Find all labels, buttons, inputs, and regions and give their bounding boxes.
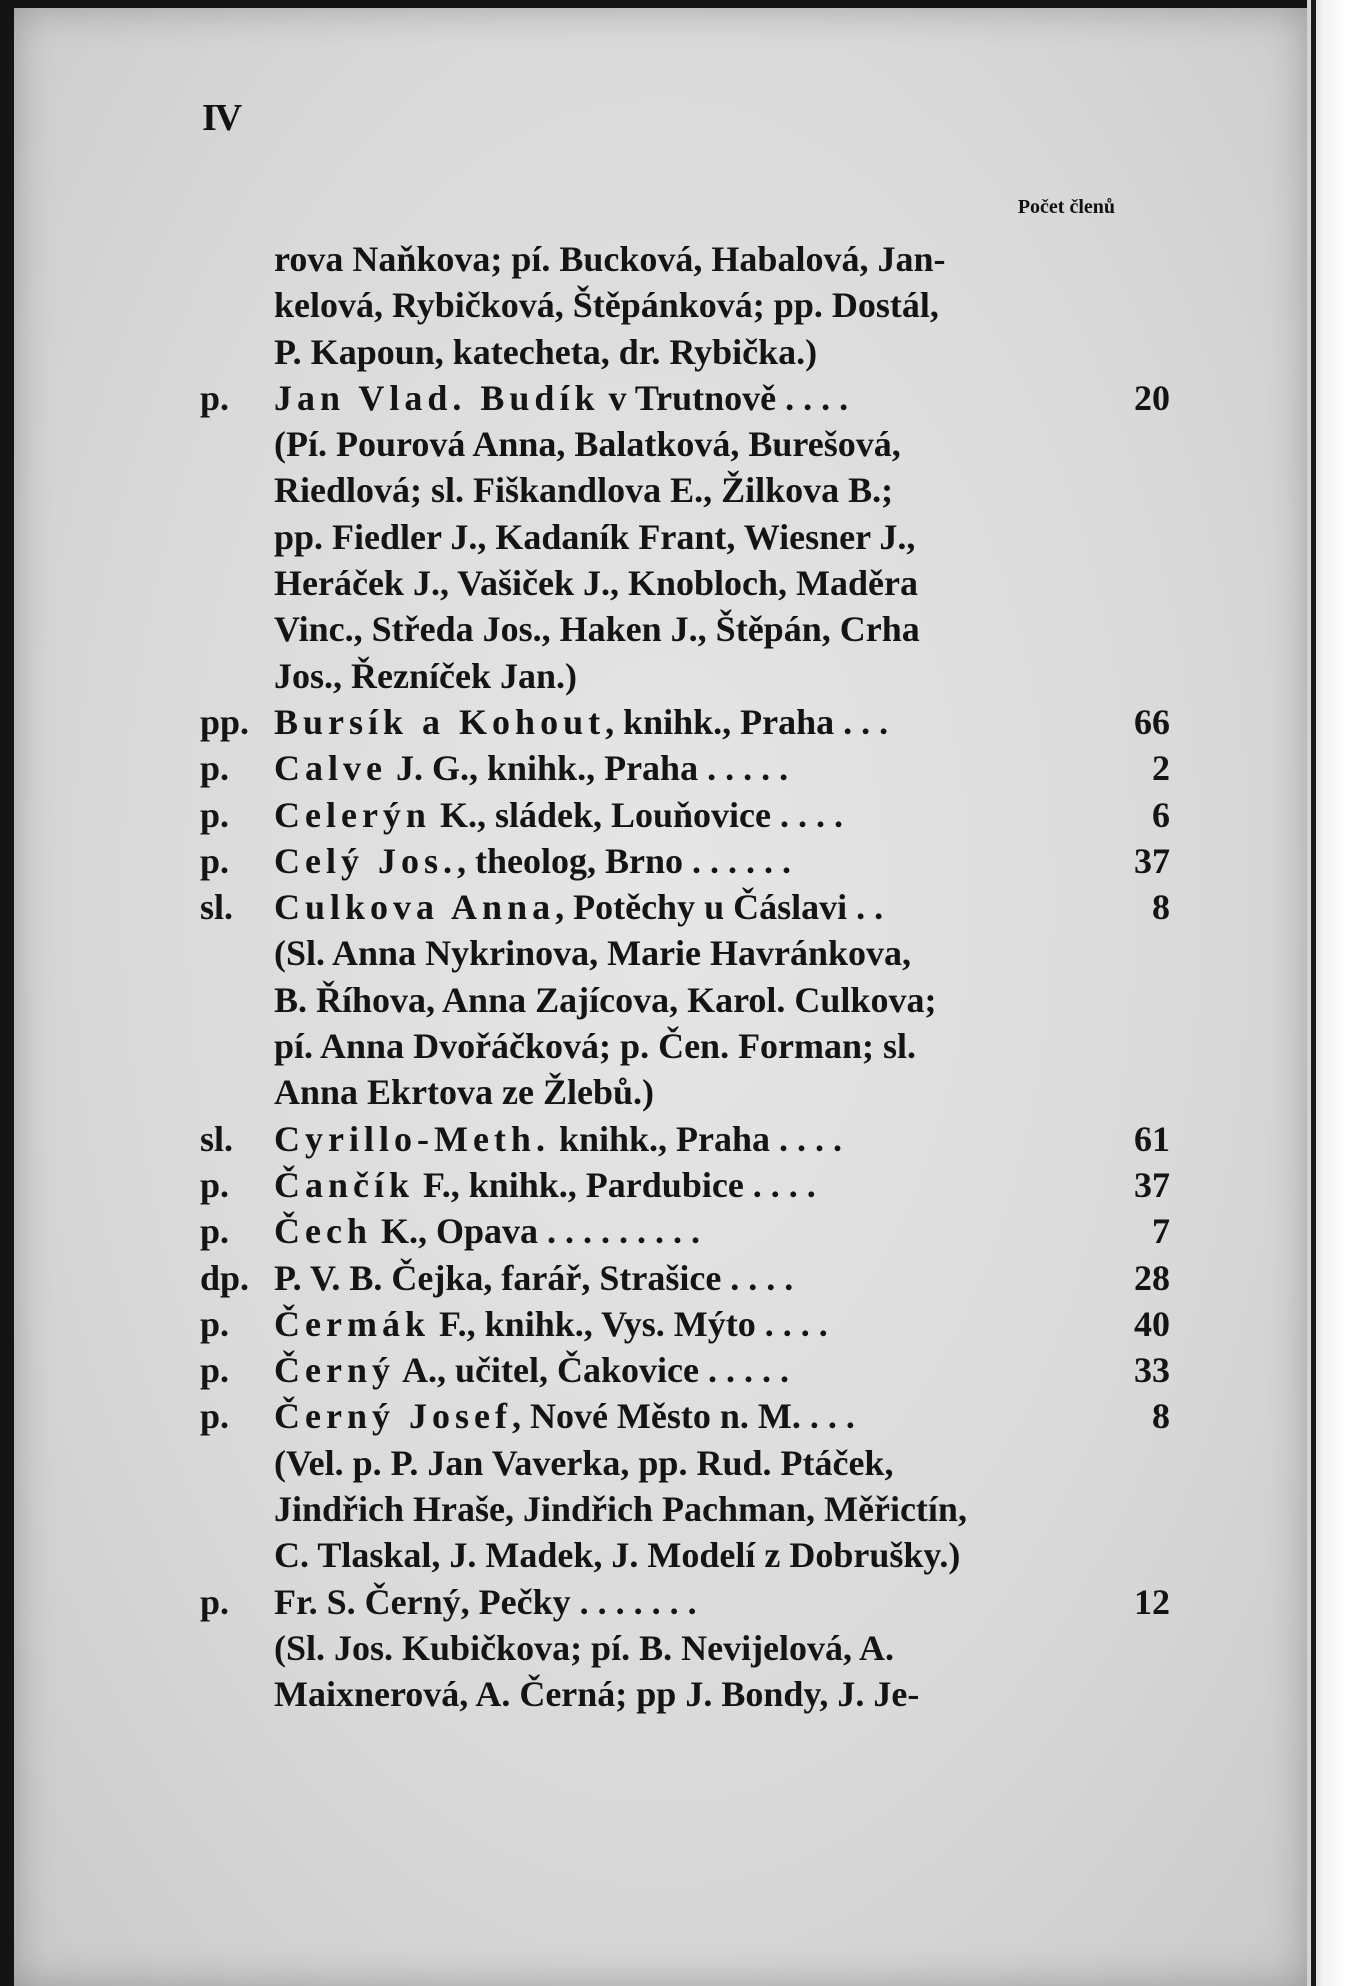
entry-text bbox=[274, 838, 791, 884]
entry-text bbox=[274, 1440, 893, 1486]
list-line bbox=[200, 282, 1170, 328]
entry-details: F., knihk., Vys. Mýto . . . . bbox=[429, 1303, 828, 1344]
entry-text bbox=[274, 1301, 828, 1347]
entry-details: , Nové Město n. M. . . . bbox=[511, 1396, 855, 1437]
list-line bbox=[200, 606, 1170, 652]
entry-details: (Vel. p. P. Jan Vaverka, pp. Rud. Ptáček, bbox=[274, 1442, 894, 1483]
entry-text bbox=[274, 1625, 894, 1671]
list-line bbox=[200, 884, 1170, 930]
entry-details: Fr. S. Černý, Pečky . . . . . . . bbox=[274, 1581, 697, 1622]
entry-details: P. V. B. Čejka, farář, Strašice . . . . bbox=[274, 1257, 794, 1298]
member-name: Celý Jos. bbox=[274, 840, 457, 881]
list-line bbox=[200, 1671, 1170, 1717]
title-prefix: dp. bbox=[200, 1257, 250, 1298]
list-line bbox=[200, 1625, 1170, 1671]
entry-text bbox=[274, 1116, 842, 1162]
entry-text bbox=[274, 282, 939, 328]
title-prefix: p. bbox=[200, 1350, 230, 1391]
list-line bbox=[200, 421, 1170, 467]
entry-details: Vinc., Středa Jos., Haken J., Štěpán, Crha bbox=[274, 609, 920, 650]
entry-text bbox=[274, 792, 843, 838]
list-line bbox=[200, 375, 1170, 421]
member-count: 61 bbox=[1134, 1118, 1170, 1159]
entry-text bbox=[274, 1486, 967, 1532]
member-count: 2 bbox=[1152, 748, 1170, 789]
entry-details: K., Opava . . . . . . . . . bbox=[371, 1211, 701, 1252]
member-name: Celerýn bbox=[274, 794, 431, 835]
entry-text bbox=[274, 375, 848, 421]
entry-text bbox=[274, 1069, 654, 1115]
list-line bbox=[200, 1579, 1170, 1625]
entry-details: , theolog, Brno . . . . . . bbox=[457, 840, 792, 881]
member-count: 6 bbox=[1152, 794, 1170, 835]
entry-details: B. Říhova, Anna Zajícova, Karol. Culkova; bbox=[274, 979, 937, 1020]
book-page bbox=[14, 8, 1308, 1986]
member-count: 66 bbox=[1134, 701, 1170, 742]
list-line bbox=[200, 1347, 1170, 1393]
entry-details: Jindřich Hraše, Jindřich Pachman, Měřictín, bbox=[274, 1489, 967, 1530]
member-count: 20 bbox=[1134, 377, 1170, 418]
entry-text bbox=[274, 884, 883, 930]
entry-details: v Trutnově . . . . bbox=[599, 377, 849, 418]
member-name: Černý Josef bbox=[274, 1396, 512, 1437]
entry-details: C. Tlaskal, J. Madek, J. Modelí z Dobrušky.) bbox=[274, 1535, 961, 1576]
list-line bbox=[200, 560, 1170, 606]
entry-text bbox=[274, 699, 888, 745]
entry-text bbox=[274, 977, 936, 1023]
member-count: 40 bbox=[1134, 1303, 1170, 1344]
entry-details: F., knihk., Pardubice . . . . bbox=[414, 1164, 816, 1205]
member-name: Culkova Anna bbox=[274, 887, 556, 928]
entry-text bbox=[274, 1208, 700, 1254]
list-line bbox=[200, 236, 1170, 282]
list-line bbox=[200, 1023, 1170, 1069]
entry-text bbox=[274, 514, 915, 560]
entry-text bbox=[274, 745, 788, 791]
entry-text bbox=[274, 1579, 697, 1625]
title-prefix: p. bbox=[200, 1581, 230, 1622]
entry-details: A., učitel, Čakovice . . . . . bbox=[394, 1350, 789, 1391]
list-line bbox=[200, 977, 1170, 1023]
list-line bbox=[200, 745, 1170, 791]
entry-text bbox=[274, 930, 911, 976]
member-count: 12 bbox=[1134, 1581, 1170, 1622]
list-line bbox=[200, 1162, 1170, 1208]
entry-details: (Pí. Pourová Anna, Balatková, Burešová, bbox=[274, 424, 901, 465]
entry-details: (Sl. Anna Nykrinova, Marie Havránkova, bbox=[274, 933, 912, 974]
entry-text bbox=[274, 1393, 855, 1439]
entry-details: kelová, Rybičková, Štěpánková; pp. Dostál, bbox=[274, 285, 939, 326]
member-count: 8 bbox=[1152, 887, 1170, 928]
list-line bbox=[200, 930, 1170, 976]
entry-text bbox=[274, 329, 817, 375]
title-prefix: p. bbox=[200, 377, 230, 418]
entry-details: Jos., Řezníček Jan.) bbox=[274, 655, 577, 696]
entry-text bbox=[274, 606, 920, 652]
member-count: 33 bbox=[1134, 1350, 1170, 1391]
entry-details: , Potěchy u Čáslavi . . bbox=[555, 887, 884, 928]
list-line bbox=[200, 329, 1170, 375]
title-prefix: sl. bbox=[200, 887, 234, 928]
title-prefix: p. bbox=[200, 794, 230, 835]
title-prefix: p. bbox=[200, 1164, 230, 1205]
entry-details: , knihk., Praha . . . bbox=[605, 701, 889, 742]
list-line bbox=[200, 1393, 1170, 1439]
title-prefix: p. bbox=[200, 748, 230, 789]
title-prefix: p. bbox=[200, 1211, 230, 1252]
entry-text bbox=[274, 1162, 816, 1208]
member-name: Jan Vlad. Budík bbox=[274, 377, 600, 418]
list-line bbox=[200, 653, 1170, 699]
member-name: Cyrillo-Meth. bbox=[274, 1118, 550, 1159]
member-count: 28 bbox=[1134, 1257, 1170, 1298]
entry-text bbox=[274, 467, 893, 513]
title-prefix: p. bbox=[200, 840, 230, 881]
list-line bbox=[200, 1116, 1170, 1162]
list-line bbox=[200, 792, 1170, 838]
list-line bbox=[200, 1069, 1170, 1115]
title-prefix: p. bbox=[200, 1396, 230, 1437]
list-line bbox=[200, 1208, 1170, 1254]
entry-text bbox=[274, 560, 918, 606]
member-name: Černý bbox=[274, 1350, 395, 1391]
member-name: Čančík bbox=[274, 1164, 415, 1205]
list-line bbox=[200, 1440, 1170, 1486]
entry-details: K., sládek, Louňovice . . . . bbox=[430, 794, 844, 835]
member-list bbox=[200, 236, 1170, 1718]
entry-details: rova Naňkova; pí. Bucková, Habalová, Jan- bbox=[274, 239, 946, 279]
list-line bbox=[200, 1532, 1170, 1578]
entry-text bbox=[274, 1023, 916, 1069]
title-prefix: sl. bbox=[200, 1118, 234, 1159]
page-edge bbox=[1307, 0, 1347, 1986]
list-line bbox=[200, 699, 1170, 745]
list-line bbox=[200, 1486, 1170, 1532]
entry-details: pp. Fiedler J., Kadaník Frant, Wiesner J., bbox=[274, 516, 916, 557]
entry-details: knihk., Praha . . . . bbox=[549, 1118, 843, 1159]
title-prefix: p. bbox=[200, 1303, 230, 1344]
entry-text bbox=[274, 421, 901, 467]
entry-text bbox=[274, 1255, 793, 1301]
entry-text bbox=[274, 1347, 789, 1393]
entry-text bbox=[274, 653, 577, 699]
member-name: Calve bbox=[274, 748, 387, 789]
entry-details: Maixnerová, A. Černá; pp J. Bondy, J. Je- bbox=[274, 1674, 920, 1715]
entry-text bbox=[274, 1671, 919, 1717]
entry-details: pí. Anna Dvořáčková; p. Čen. Forman; sl. bbox=[274, 1026, 917, 1067]
list-line bbox=[200, 838, 1170, 884]
entry-text bbox=[274, 1532, 960, 1578]
member-count: 37 bbox=[1134, 1164, 1170, 1205]
member-count: 37 bbox=[1134, 840, 1170, 881]
member-name: Čech bbox=[274, 1211, 372, 1252]
entry-text bbox=[274, 236, 945, 282]
entry-details: P. Kapoun, katecheta, dr. Rybička.) bbox=[274, 331, 818, 372]
list-line bbox=[200, 514, 1170, 560]
list-line bbox=[200, 1301, 1170, 1347]
column-header: Počet členů bbox=[1017, 196, 1115, 218]
entry-details: Riedlová; sl. Fiškandlova E., Žilkova B.; bbox=[274, 470, 894, 511]
entry-details: (Sl. Jos. Kubičkova; pí. B. Nevijelová, A. bbox=[274, 1627, 895, 1668]
title-prefix: pp. bbox=[200, 701, 250, 742]
page-number: IV bbox=[202, 97, 241, 139]
entry-details: Anna Ekrtova ze Žlebů.) bbox=[274, 1072, 655, 1113]
entry-details: Heráček J., Vašiček J., Knobloch, Maděra bbox=[274, 563, 918, 604]
member-count: 7 bbox=[1152, 1211, 1170, 1252]
entry-details: J. G., knihk., Praha . . . . . bbox=[386, 748, 789, 789]
list-line bbox=[200, 467, 1170, 513]
list-line bbox=[200, 1255, 1170, 1301]
member-count: 8 bbox=[1152, 1396, 1170, 1437]
member-name: Bursík a Kohout bbox=[274, 701, 606, 742]
member-name: Čermák bbox=[274, 1303, 430, 1344]
